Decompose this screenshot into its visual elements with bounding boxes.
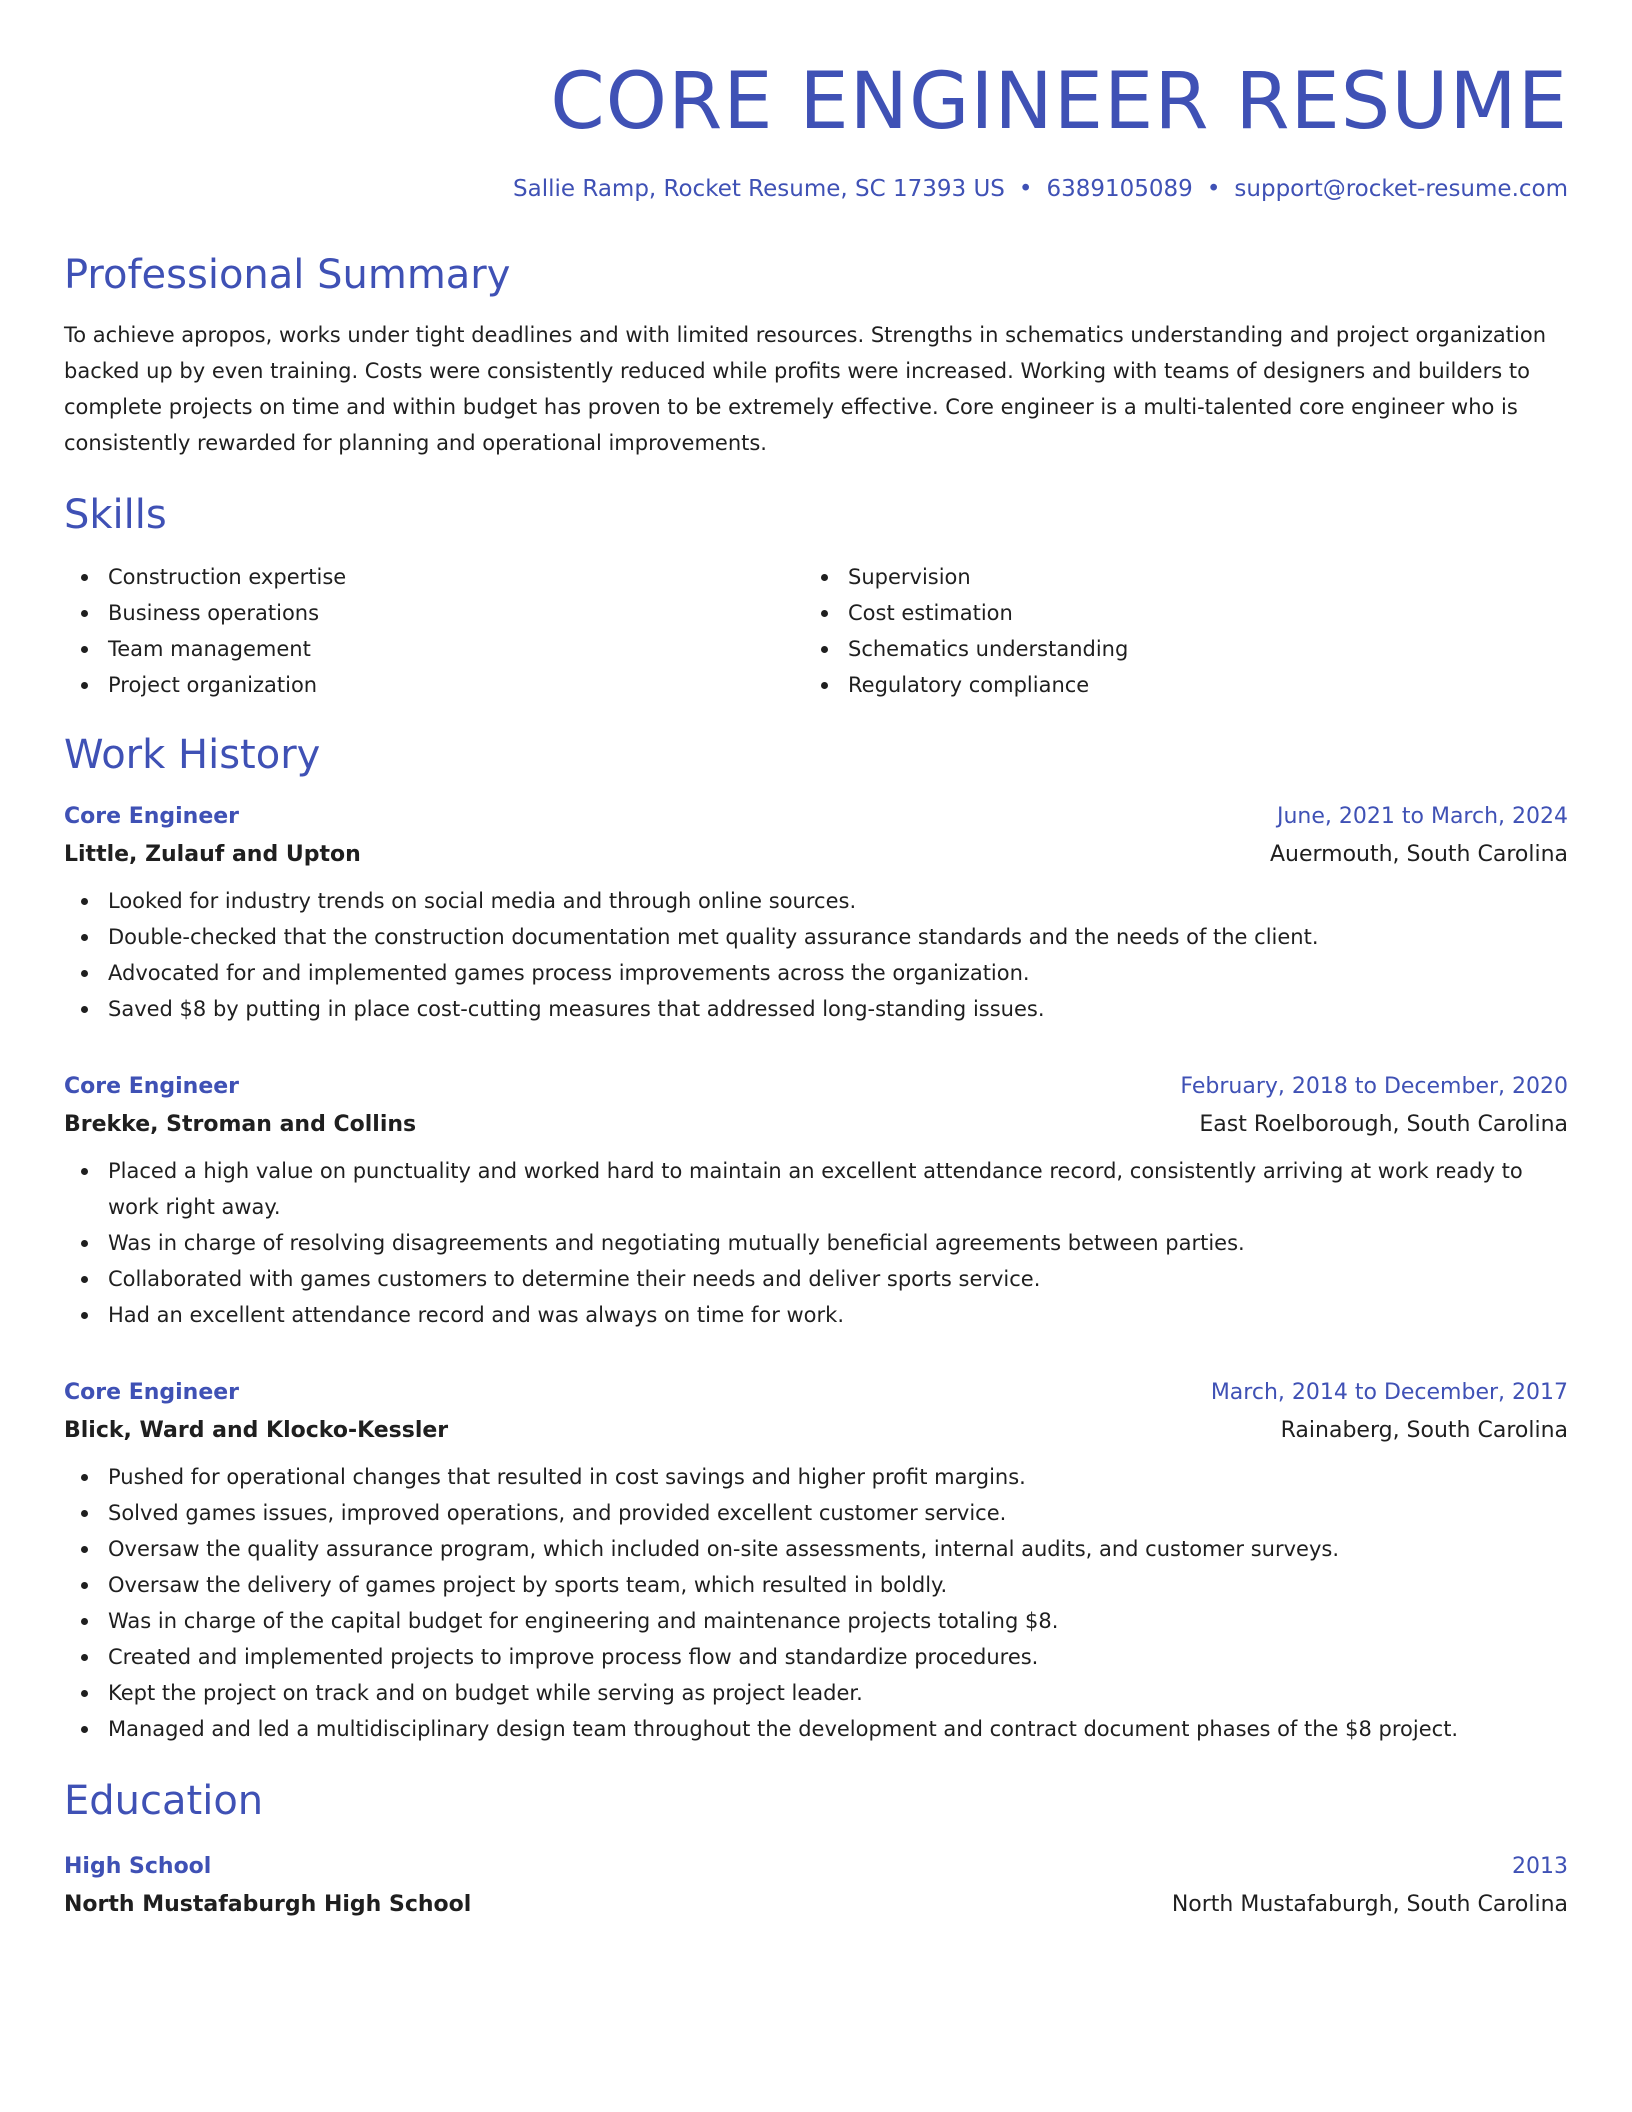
job-dates: June, 2021 to March, 2024 xyxy=(1277,804,1568,830)
skill-item: Team management xyxy=(64,631,804,667)
skill-item: Schematics understanding xyxy=(804,631,1568,667)
job-header-row xyxy=(64,799,1568,835)
summary-text: To achieve apropos, works under tight deadlines and with limited resources. Strengths in schematics understanding and project organization backed up by even training. Costs were consistently reduced while profits were increased. Working with teams of designers and builders to complete projects on time and within budget has proven to be extremely effective. Core engineer is a multi-talented core engineer who is consistently rewarded for planning and operational improvements. xyxy=(64,323,1547,456)
work-history-section xyxy=(64,731,1568,1747)
job-company: Little, Zulauf and Upton xyxy=(64,842,361,868)
job-bullet: Oversaw the delivery of games project by sports team, which resulted in boldly. xyxy=(64,1567,1568,1603)
contact-separator: • xyxy=(1018,175,1033,202)
job-bullet: Saved $8 by putting in place cost-cutting measures that addressed long-standing issues. xyxy=(64,991,1568,1027)
job-bullet: Managed and led a multidisciplinary design team throughout the development and contract document phases of the $8 project. xyxy=(64,1711,1568,1747)
skills-grid xyxy=(64,559,1568,703)
job-company-row xyxy=(64,835,1568,875)
job-bullet: Oversaw the quality assurance program, which included on-site assessments, internal audits, and customer surveys. xyxy=(64,1531,1568,1567)
job-bullets xyxy=(64,1459,1568,1747)
job-location: Auermouth, South Carolina xyxy=(1269,842,1568,868)
skill-item: Regulatory compliance xyxy=(804,667,1568,703)
education-entry xyxy=(64,1849,1568,1925)
contact-email: support@rocket-resume.com xyxy=(1234,175,1568,202)
job-dates: March, 2014 to December, 2017 xyxy=(1210,1380,1568,1406)
job-bullet: Created and implemented projects to improve process flow and standardize procedures. xyxy=(64,1639,1568,1675)
education-degree: High School xyxy=(64,1854,212,1880)
education-location: North Mustafaburgh, South Carolina xyxy=(1171,1892,1568,1918)
contact-phone: 6389105089 xyxy=(1046,175,1193,202)
skills-list-right xyxy=(804,559,1568,703)
job-entry xyxy=(64,1375,1568,1747)
section-heading-work: Work History xyxy=(64,732,321,779)
skills-section xyxy=(64,491,1568,703)
job-bullet: Had an excellent attendance record and was always on time for work. xyxy=(64,1297,1568,1333)
job-bullets xyxy=(64,1153,1568,1333)
job-location: East Roelborough, South Carolina xyxy=(1199,1112,1568,1138)
job-bullet: Pushed for operational changes that resulted in cost savings and higher profit margins. xyxy=(64,1459,1568,1495)
job-company-row xyxy=(64,1105,1568,1145)
section-heading-education: Education xyxy=(64,1778,264,1825)
job-bullet: Collaborated with games customers to determine their needs and deliver sports service. xyxy=(64,1261,1568,1297)
job-bullet: Advocated for and implemented games process improvements across the organization. xyxy=(64,955,1568,991)
skill-item: Business operations xyxy=(64,595,804,631)
contact-line xyxy=(64,176,1568,204)
contact-separator: • xyxy=(1206,175,1221,202)
job-title: Core Engineer xyxy=(64,804,240,830)
skill-item: Cost estimation xyxy=(804,595,1568,631)
job-entry xyxy=(64,799,1568,1027)
job-company: Blick, Ward and Klocko-Kessler xyxy=(64,1418,449,1444)
job-bullet: Solved games issues, improved operations, and provided excellent customer service. xyxy=(64,1495,1568,1531)
skill-item: Project organization xyxy=(64,667,804,703)
job-bullet: Double-checked that the construction documentation met quality assurance standards and the needs of the client. xyxy=(64,919,1568,955)
education-school-row xyxy=(64,1885,1568,1925)
job-company-row xyxy=(64,1411,1568,1451)
job-location: Rainaberg, South Carolina xyxy=(1280,1418,1568,1444)
job-bullets xyxy=(64,883,1568,1027)
skill-item: Supervision xyxy=(804,559,1568,595)
job-bullet: Looked for industry trends on social media and through online sources. xyxy=(64,883,1568,919)
job-bullet: Was in charge of the capital budget for engineering and maintenance projects totaling $8. xyxy=(64,1603,1568,1639)
resume-title: CORE ENGINEER RESUME xyxy=(550,57,1568,147)
education-section xyxy=(64,1777,1568,1925)
job-bullet: Was in charge of resolving disagreements and negotiating mutually beneficial agreements between parties. xyxy=(64,1225,1568,1261)
education-year: 2013 xyxy=(1512,1854,1568,1880)
job-title: Core Engineer xyxy=(64,1380,240,1406)
job-company: Brekke, Stroman and Collins xyxy=(64,1112,417,1138)
professional-summary-section xyxy=(64,251,1568,461)
skills-list-left xyxy=(64,559,804,703)
education-school: North Mustafaburgh High School xyxy=(64,1892,472,1918)
job-header-row xyxy=(64,1069,1568,1105)
job-entry xyxy=(64,1069,1568,1333)
skill-item: Construction expertise xyxy=(64,559,804,595)
section-heading-skills: Skills xyxy=(64,492,167,539)
job-dates: February, 2018 to December, 2020 xyxy=(1180,1074,1568,1100)
job-title: Core Engineer xyxy=(64,1074,240,1100)
job-header-row xyxy=(64,1375,1568,1411)
job-bullet: Placed a high value on punctuality and worked hard to maintain an excellent attendance record, consistently arriving at work ready to work right away. xyxy=(64,1153,1568,1225)
contact-address: Sallie Ramp, Rocket Resume, SC 17393 US xyxy=(513,175,1005,202)
education-header-row xyxy=(64,1849,1568,1885)
section-heading-summary: Professional Summary xyxy=(64,252,511,299)
job-bullet: Kept the project on track and on budget while serving as project leader. xyxy=(64,1675,1568,1711)
